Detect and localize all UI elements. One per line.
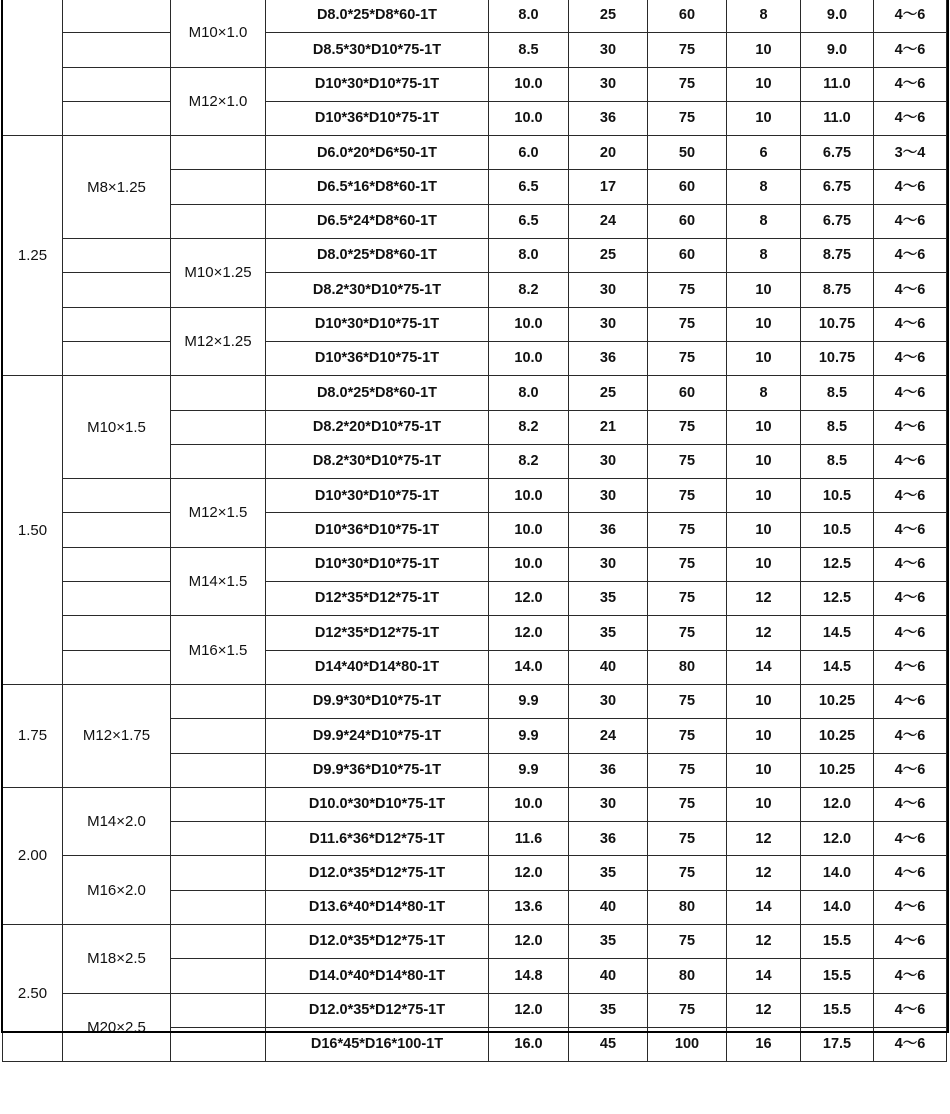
pitch-cell: 2.50 bbox=[3, 925, 63, 1062]
thread-cell bbox=[63, 239, 171, 273]
thread-cell bbox=[63, 273, 171, 307]
overall-length-cell: 75 bbox=[648, 67, 727, 101]
subthread-cell: M14×1.5 bbox=[171, 547, 266, 616]
subthread-cell: M10×1.25 bbox=[171, 239, 266, 308]
thread-cell bbox=[63, 67, 171, 101]
thread-cell bbox=[63, 307, 171, 341]
thread-cell bbox=[63, 479, 171, 513]
drill-cell: 11.0 bbox=[801, 101, 874, 135]
subthread-cell bbox=[171, 890, 266, 924]
shank-cell: 10 bbox=[727, 444, 801, 478]
flutes-cell: 4～6 bbox=[874, 993, 947, 1027]
subthread-cell: M12×1.25 bbox=[171, 307, 266, 376]
model-cell: D8.2*20*D10*75-1T bbox=[266, 410, 489, 444]
shank-cell: 10 bbox=[727, 307, 801, 341]
overall-length-cell: 75 bbox=[648, 822, 727, 856]
model-cell: D8.5*30*D10*75-1T bbox=[266, 33, 489, 67]
overall-length-cell: 80 bbox=[648, 959, 727, 993]
table-row bbox=[3, 67, 947, 101]
shank-cell: 12 bbox=[727, 925, 801, 959]
shank-cell: 12 bbox=[727, 856, 801, 890]
diameter-cell: 12.0 bbox=[489, 993, 569, 1027]
cut-length-cell: 30 bbox=[569, 307, 648, 341]
flutes-cell: 4～6 bbox=[874, 719, 947, 753]
table-row bbox=[3, 993, 947, 1027]
shank-cell: 10 bbox=[727, 67, 801, 101]
diameter-cell: 8.0 bbox=[489, 0, 569, 33]
overall-length-cell: 75 bbox=[648, 787, 727, 821]
shank-cell: 10 bbox=[727, 479, 801, 513]
drill-cell: 12.0 bbox=[801, 822, 874, 856]
drill-cell: 10.5 bbox=[801, 479, 874, 513]
diameter-cell: 9.9 bbox=[489, 719, 569, 753]
cut-length-cell: 36 bbox=[569, 753, 648, 787]
subthread-cell bbox=[171, 787, 266, 821]
shank-cell: 10 bbox=[727, 273, 801, 307]
drill-cell: 10.25 bbox=[801, 684, 874, 718]
shank-cell: 10 bbox=[727, 787, 801, 821]
flutes-cell: 4～6 bbox=[874, 787, 947, 821]
drill-cell: 14.0 bbox=[801, 856, 874, 890]
drill-cell: 12.5 bbox=[801, 582, 874, 616]
cut-length-cell: 36 bbox=[569, 101, 648, 135]
model-cell: D10.0*30*D10*75-1T bbox=[266, 787, 489, 821]
thread-cell: M14×2.0 bbox=[63, 787, 171, 856]
spec-table-body bbox=[3, 0, 947, 1062]
cut-length-cell: 40 bbox=[569, 890, 648, 924]
flutes-cell: 4～6 bbox=[874, 341, 947, 375]
diameter-cell: 10.0 bbox=[489, 513, 569, 547]
model-cell: D13.6*40*D14*80-1T bbox=[266, 890, 489, 924]
subthread-cell: M16×1.5 bbox=[171, 616, 266, 685]
flutes-cell: 4～6 bbox=[874, 33, 947, 67]
model-cell: D12.0*35*D12*75-1T bbox=[266, 993, 489, 1027]
overall-length-cell: 75 bbox=[648, 719, 727, 753]
model-cell: D8.0*25*D8*60-1T bbox=[266, 376, 489, 410]
drill-cell: 14.5 bbox=[801, 616, 874, 650]
thread-cell: M10×1.5 bbox=[63, 376, 171, 479]
flutes-cell: 4～6 bbox=[874, 925, 947, 959]
overall-length-cell: 75 bbox=[648, 444, 727, 478]
cut-length-cell: 25 bbox=[569, 376, 648, 410]
model-cell: D12*35*D12*75-1T bbox=[266, 582, 489, 616]
flutes-cell: 4～6 bbox=[874, 204, 947, 238]
overall-length-cell: 80 bbox=[648, 890, 727, 924]
diameter-cell: 13.6 bbox=[489, 890, 569, 924]
overall-length-cell: 75 bbox=[648, 307, 727, 341]
thread-cell bbox=[63, 650, 171, 684]
table-row bbox=[3, 33, 947, 67]
cut-length-cell: 36 bbox=[569, 341, 648, 375]
overall-length-cell: 80 bbox=[648, 650, 727, 684]
diameter-cell: 10.0 bbox=[489, 787, 569, 821]
thread-cell: M16×2.0 bbox=[63, 856, 171, 925]
pitch-cell: 1.50 bbox=[3, 376, 63, 685]
overall-length-cell: 50 bbox=[648, 136, 727, 170]
flutes-cell: 4～6 bbox=[874, 376, 947, 410]
cut-length-cell: 30 bbox=[569, 33, 648, 67]
cut-length-cell: 40 bbox=[569, 650, 648, 684]
table-row bbox=[3, 0, 947, 33]
overall-length-cell: 75 bbox=[648, 684, 727, 718]
cut-length-cell: 35 bbox=[569, 925, 648, 959]
diameter-cell: 8.0 bbox=[489, 239, 569, 273]
thread-cell: M20×2.5 bbox=[63, 993, 171, 1062]
flutes-cell: 4～6 bbox=[874, 616, 947, 650]
table-row bbox=[3, 513, 947, 547]
table-row bbox=[3, 136, 947, 170]
drill-cell: 12.0 bbox=[801, 787, 874, 821]
model-cell: D10*36*D10*75-1T bbox=[266, 513, 489, 547]
model-cell: D10*30*D10*75-1T bbox=[266, 479, 489, 513]
subthread-cell bbox=[171, 136, 266, 170]
diameter-cell: 8.2 bbox=[489, 273, 569, 307]
diameter-cell: 6.5 bbox=[489, 170, 569, 204]
subthread-cell bbox=[171, 993, 266, 1027]
subthread-cell: M12×1.5 bbox=[171, 479, 266, 548]
subthread-cell bbox=[171, 410, 266, 444]
overall-length-cell: 75 bbox=[648, 993, 727, 1027]
model-cell: D6.5*24*D8*60-1T bbox=[266, 204, 489, 238]
flutes-cell: 3～4 bbox=[874, 136, 947, 170]
diameter-cell: 14.8 bbox=[489, 959, 569, 993]
diameter-cell: 8.0 bbox=[489, 376, 569, 410]
drill-cell: 9.0 bbox=[801, 33, 874, 67]
table-row bbox=[3, 787, 947, 821]
table-row bbox=[3, 650, 947, 684]
drill-cell: 15.5 bbox=[801, 993, 874, 1027]
drill-cell: 8.5 bbox=[801, 376, 874, 410]
model-cell: D9.9*36*D10*75-1T bbox=[266, 753, 489, 787]
cut-length-cell: 40 bbox=[569, 959, 648, 993]
diameter-cell: 10.0 bbox=[489, 479, 569, 513]
table-row bbox=[3, 925, 947, 959]
pitch-cell bbox=[3, 0, 63, 136]
table-row bbox=[3, 273, 947, 307]
overall-length-cell: 75 bbox=[648, 547, 727, 581]
drill-cell: 6.75 bbox=[801, 204, 874, 238]
flutes-cell: 4～6 bbox=[874, 307, 947, 341]
subthread-cell bbox=[171, 822, 266, 856]
shank-cell: 14 bbox=[727, 959, 801, 993]
shank-cell: 8 bbox=[727, 376, 801, 410]
flutes-cell: 4～6 bbox=[874, 479, 947, 513]
drill-cell: 10.5 bbox=[801, 513, 874, 547]
model-cell: D10*36*D10*75-1T bbox=[266, 101, 489, 135]
cut-length-cell: 45 bbox=[569, 1027, 648, 1061]
drill-cell: 11.0 bbox=[801, 67, 874, 101]
diameter-cell: 9.9 bbox=[489, 684, 569, 718]
subthread-cell bbox=[171, 204, 266, 238]
diameter-cell: 10.0 bbox=[489, 341, 569, 375]
drill-cell: 14.5 bbox=[801, 650, 874, 684]
overall-length-cell: 100 bbox=[648, 1027, 727, 1061]
diameter-cell: 12.0 bbox=[489, 582, 569, 616]
thread-cell: M18×2.5 bbox=[63, 925, 171, 994]
model-cell: D10*30*D10*75-1T bbox=[266, 307, 489, 341]
cut-length-cell: 35 bbox=[569, 616, 648, 650]
cut-length-cell: 30 bbox=[569, 273, 648, 307]
subthread-cell bbox=[171, 1027, 266, 1061]
model-cell: D12*35*D12*75-1T bbox=[266, 616, 489, 650]
table-row bbox=[3, 479, 947, 513]
cut-length-cell: 30 bbox=[569, 479, 648, 513]
thread-cell bbox=[63, 547, 171, 581]
overall-length-cell: 75 bbox=[648, 856, 727, 890]
shank-cell: 8 bbox=[727, 204, 801, 238]
drill-cell: 10.75 bbox=[801, 307, 874, 341]
model-cell: D9.9*24*D10*75-1T bbox=[266, 719, 489, 753]
subthread-cell bbox=[171, 719, 266, 753]
cut-length-cell: 35 bbox=[569, 582, 648, 616]
model-cell: D10*36*D10*75-1T bbox=[266, 341, 489, 375]
cut-length-cell: 24 bbox=[569, 204, 648, 238]
model-cell: D12.0*35*D12*75-1T bbox=[266, 856, 489, 890]
thread-cell: M8×1.25 bbox=[63, 136, 171, 239]
overall-length-cell: 60 bbox=[648, 204, 727, 238]
overall-length-cell: 60 bbox=[648, 0, 727, 33]
flutes-cell: 4～6 bbox=[874, 753, 947, 787]
cut-length-cell: 20 bbox=[569, 136, 648, 170]
cut-length-cell: 35 bbox=[569, 993, 648, 1027]
shank-cell: 10 bbox=[727, 547, 801, 581]
overall-length-cell: 75 bbox=[648, 753, 727, 787]
diameter-cell: 9.9 bbox=[489, 753, 569, 787]
pitch-cell: 2.00 bbox=[3, 787, 63, 924]
model-cell: D11.6*36*D12*75-1T bbox=[266, 822, 489, 856]
diameter-cell: 10.0 bbox=[489, 101, 569, 135]
diameter-cell: 6.5 bbox=[489, 204, 569, 238]
drill-cell: 12.5 bbox=[801, 547, 874, 581]
thread-cell bbox=[63, 341, 171, 375]
flutes-cell: 4～6 bbox=[874, 67, 947, 101]
flutes-cell: 4～6 bbox=[874, 890, 947, 924]
shank-cell: 10 bbox=[727, 341, 801, 375]
cut-length-cell: 36 bbox=[569, 822, 648, 856]
subthread-cell: M10×1.0 bbox=[171, 0, 266, 67]
flutes-cell: 4～6 bbox=[874, 170, 947, 204]
cut-length-cell: 17 bbox=[569, 170, 648, 204]
subthread-cell bbox=[171, 925, 266, 959]
subthread-cell bbox=[171, 170, 266, 204]
table-row bbox=[3, 341, 947, 375]
thread-cell bbox=[63, 0, 171, 33]
diameter-cell: 8.2 bbox=[489, 410, 569, 444]
shank-cell: 10 bbox=[727, 753, 801, 787]
thread-cell bbox=[63, 616, 171, 650]
drill-cell: 10.25 bbox=[801, 719, 874, 753]
model-cell: D10*30*D10*75-1T bbox=[266, 67, 489, 101]
overall-length-cell: 60 bbox=[648, 239, 727, 273]
cut-length-cell: 30 bbox=[569, 787, 648, 821]
shank-cell: 12 bbox=[727, 616, 801, 650]
model-cell: D9.9*30*D10*75-1T bbox=[266, 684, 489, 718]
diameter-cell: 10.0 bbox=[489, 547, 569, 581]
shank-cell: 8 bbox=[727, 239, 801, 273]
flutes-cell: 4～6 bbox=[874, 239, 947, 273]
cut-length-cell: 24 bbox=[569, 719, 648, 753]
table-row bbox=[3, 547, 947, 581]
cut-length-cell: 25 bbox=[569, 239, 648, 273]
flutes-cell: 4～6 bbox=[874, 273, 947, 307]
model-cell: D6.0*20*D6*50-1T bbox=[266, 136, 489, 170]
diameter-cell: 11.6 bbox=[489, 822, 569, 856]
overall-length-cell: 75 bbox=[648, 410, 727, 444]
overall-length-cell: 60 bbox=[648, 376, 727, 410]
drill-cell: 15.5 bbox=[801, 959, 874, 993]
model-cell: D12.0*35*D12*75-1T bbox=[266, 925, 489, 959]
overall-length-cell: 75 bbox=[648, 273, 727, 307]
shank-cell: 8 bbox=[727, 0, 801, 33]
thread-cell: M12×1.75 bbox=[63, 684, 171, 787]
overall-length-cell: 75 bbox=[648, 616, 727, 650]
flutes-cell: 4～6 bbox=[874, 547, 947, 581]
flutes-cell: 4～6 bbox=[874, 822, 947, 856]
overall-length-cell: 75 bbox=[648, 925, 727, 959]
subthread-cell bbox=[171, 376, 266, 410]
overall-length-cell: 75 bbox=[648, 582, 727, 616]
model-cell: D8.2*30*D10*75-1T bbox=[266, 273, 489, 307]
shank-cell: 10 bbox=[727, 101, 801, 135]
model-cell: D8.2*30*D10*75-1T bbox=[266, 444, 489, 478]
drill-cell: 10.75 bbox=[801, 341, 874, 375]
diameter-cell: 12.0 bbox=[489, 925, 569, 959]
drill-cell: 9.0 bbox=[801, 0, 874, 33]
shank-cell: 14 bbox=[727, 650, 801, 684]
diameter-cell: 12.0 bbox=[489, 616, 569, 650]
subthread-cell: M12×1.0 bbox=[171, 67, 266, 136]
subthread-cell bbox=[171, 959, 266, 993]
subthread-cell bbox=[171, 684, 266, 718]
shank-cell: 8 bbox=[727, 170, 801, 204]
table-row bbox=[3, 684, 947, 718]
cut-length-cell: 30 bbox=[569, 684, 648, 718]
overall-length-cell: 75 bbox=[648, 33, 727, 67]
subthread-cell bbox=[171, 856, 266, 890]
model-cell: D10*30*D10*75-1T bbox=[266, 547, 489, 581]
overall-length-cell: 75 bbox=[648, 479, 727, 513]
model-cell: D14*40*D14*80-1T bbox=[266, 650, 489, 684]
drill-cell: 6.75 bbox=[801, 136, 874, 170]
cut-length-cell: 21 bbox=[569, 410, 648, 444]
table-row bbox=[3, 239, 947, 273]
overall-length-cell: 75 bbox=[648, 341, 727, 375]
flutes-cell: 4～6 bbox=[874, 101, 947, 135]
overall-length-cell: 75 bbox=[648, 101, 727, 135]
shank-cell: 12 bbox=[727, 582, 801, 616]
diameter-cell: 16.0 bbox=[489, 1027, 569, 1061]
overall-length-cell: 60 bbox=[648, 170, 727, 204]
drill-cell: 15.5 bbox=[801, 925, 874, 959]
shank-cell: 10 bbox=[727, 410, 801, 444]
overall-length-cell: 75 bbox=[648, 513, 727, 547]
flutes-cell: 4～6 bbox=[874, 0, 947, 33]
cut-length-cell: 30 bbox=[569, 547, 648, 581]
thread-cell bbox=[63, 101, 171, 135]
drill-cell: 6.75 bbox=[801, 170, 874, 204]
diameter-cell: 14.0 bbox=[489, 650, 569, 684]
diameter-cell: 6.0 bbox=[489, 136, 569, 170]
diameter-cell: 8.5 bbox=[489, 33, 569, 67]
flutes-cell: 4～6 bbox=[874, 684, 947, 718]
pitch-cell: 1.25 bbox=[3, 136, 63, 376]
diameter-cell: 10.0 bbox=[489, 307, 569, 341]
flutes-cell: 4～6 bbox=[874, 582, 947, 616]
pitch-cell: 1.75 bbox=[3, 684, 63, 787]
drill-cell: 14.0 bbox=[801, 890, 874, 924]
shank-cell: 10 bbox=[727, 33, 801, 67]
thread-mill-spec-table bbox=[2, 0, 947, 1062]
shank-cell: 10 bbox=[727, 684, 801, 718]
cut-length-cell: 35 bbox=[569, 856, 648, 890]
flutes-cell: 4～6 bbox=[874, 959, 947, 993]
cut-length-cell: 25 bbox=[569, 0, 648, 33]
table-row bbox=[3, 376, 947, 410]
subthread-cell bbox=[171, 753, 266, 787]
shank-cell: 12 bbox=[727, 993, 801, 1027]
table-row bbox=[3, 616, 947, 650]
diameter-cell: 8.2 bbox=[489, 444, 569, 478]
thread-cell bbox=[63, 582, 171, 616]
diameter-cell: 12.0 bbox=[489, 856, 569, 890]
flutes-cell: 4～6 bbox=[874, 650, 947, 684]
model-cell: D8.0*25*D8*60-1T bbox=[266, 239, 489, 273]
shank-cell: 10 bbox=[727, 513, 801, 547]
drill-cell: 8.75 bbox=[801, 239, 874, 273]
subthread-cell bbox=[171, 444, 266, 478]
cut-length-cell: 30 bbox=[569, 444, 648, 478]
thread-cell bbox=[63, 513, 171, 547]
cut-length-cell: 36 bbox=[569, 513, 648, 547]
drill-cell: 17.5 bbox=[801, 1027, 874, 1061]
diameter-cell: 10.0 bbox=[489, 67, 569, 101]
flutes-cell: 4～6 bbox=[874, 410, 947, 444]
drill-cell: 8.75 bbox=[801, 273, 874, 307]
flutes-cell: 4～6 bbox=[874, 444, 947, 478]
model-cell: D14.0*40*D14*80-1T bbox=[266, 959, 489, 993]
model-cell: D16*45*D16*100-1T bbox=[266, 1027, 489, 1061]
table-row bbox=[3, 856, 947, 890]
model-cell: D8.0*25*D8*60-1T bbox=[266, 0, 489, 33]
thread-cell bbox=[63, 33, 171, 67]
shank-cell: 6 bbox=[727, 136, 801, 170]
drill-cell: 10.25 bbox=[801, 753, 874, 787]
flutes-cell: 4～6 bbox=[874, 856, 947, 890]
table-row bbox=[3, 101, 947, 135]
table-row bbox=[3, 307, 947, 341]
drill-cell: 8.5 bbox=[801, 410, 874, 444]
drill-cell: 8.5 bbox=[801, 444, 874, 478]
flutes-cell: 4～6 bbox=[874, 513, 947, 547]
shank-cell: 12 bbox=[727, 822, 801, 856]
table-row bbox=[3, 582, 947, 616]
cut-length-cell: 30 bbox=[569, 67, 648, 101]
shank-cell: 16 bbox=[727, 1027, 801, 1061]
model-cell: D6.5*16*D8*60-1T bbox=[266, 170, 489, 204]
shank-cell: 10 bbox=[727, 719, 801, 753]
shank-cell: 14 bbox=[727, 890, 801, 924]
flutes-cell: 4～6 bbox=[874, 1027, 947, 1061]
